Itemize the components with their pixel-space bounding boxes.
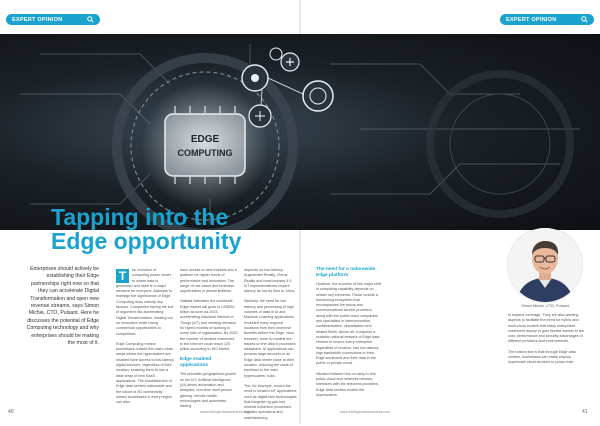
paragraph: Similarly, the need for low latency and processing of high volumes of data in AI and Machine Learning applications excluded many regional locations from their immense benefits before the Edge. Now, however, more AI models are trained on the data it processes elsewhere. AI applications can process large amounts in an Edge data centre close to their location, reducing the costs of backhaul to the main hyperscalers’ hubs. <box>244 299 296 378</box>
drop-cap: T <box>116 269 129 283</box>
subheading-line-1: The need for a nationwide <box>316 267 376 272</box>
edge-computing-illustration <box>0 34 600 230</box>
headline-line-1: Tapping into the <box>51 204 229 230</box>
article-column-1 <box>116 268 174 410</box>
paragraph: The, for example, covers the need to forward IoT applications such as digital twin technologies that integrate rig gas and mineral extraction processes, logistics operations and manufacturing <box>244 383 297 420</box>
footer-url-left: www.intelligentdatacentres.com <box>200 410 251 414</box>
article-column-5 <box>508 313 586 371</box>
hero-image <box>0 34 600 230</box>
photo-caption: Simon Michie, CTO, Pulsant <box>521 304 569 308</box>
paragraph: Statista estimates the worldwide Edge market will grow to US$250 billion as soon as 2024, accelerating Industrial Internet of Things (IoT) and meeting demand for hybrid models of working in every size of organisation. By 2030 the number of devices connected to the Internet could reach 125 billion according to IHS Markit. <box>180 299 238 352</box>
portrait-image <box>508 228 582 302</box>
paragraph: The bottom line is that through Edge data centres, businesses can easily employ hyperscale cloud services to power their <box>508 349 576 365</box>
paragraph: to expand coverage. They are also working aspects to facilitate the trend for hybrid and multi-cloud models that many enterprises customers deploy to gain flexible access to the cost, performance and security advantages of different providers and environments. <box>508 313 585 344</box>
paragraph: have access to new markets and a platform for higher levels of performance and innovation. The range of use cases and business opportunities is almost limitless. <box>180 268 237 294</box>
section-tag-label: EXPERT OPINION <box>12 16 63 23</box>
headline-line-2: Edge opportunity <box>51 228 242 254</box>
subheading: Edge enabled applications <box>180 357 212 369</box>
page-number-right: 41 <box>582 409 588 415</box>
paragraph: depends on low-latency. Augmented Reality, Virtual Reality and most industry 4.0 IoT implementations require latency as low as 5ms to 10ms. <box>244 268 296 294</box>
subheading-line-2: Edge platform <box>316 273 349 278</box>
subheading <box>316 267 382 279</box>
article-column-4 <box>316 265 382 403</box>
page-number-left: 40 <box>8 409 14 415</box>
footer-url-right: www.intelligentdatacentres.com <box>340 410 391 414</box>
section-tag-right <box>500 14 594 25</box>
article-column-3 <box>244 268 297 426</box>
paragraph <box>116 268 174 337</box>
search-icon <box>581 16 588 23</box>
article-headline <box>51 205 241 253</box>
chip-text-computing: COMPUTING <box>177 148 233 158</box>
paragraph: The dramatic geographical growth on the IoT, Artificial Intelligence (AI)-driven automation and analytics, real-time multi-person gaming, remote health technologies and automated trading <box>180 372 236 409</box>
section-tag-left <box>6 14 100 25</box>
paragraph: Situated between the on-ramp to the public cloud and networks network interfaces with the telecoms providers, Edge data centres enable the hyperscalers <box>316 371 379 397</box>
paragraph: Edge Computing means businesses outside the main urban areas where the hyperscalers are situated have access to low-latency digital services, regardless of their location, enabling them to use a wide array of new SaaS applications. The establishment of Edge data centres nationwide and the rollout of 5G connectivity means businesses in every region can also <box>116 341 175 405</box>
search-icon <box>87 16 94 23</box>
paragraph: However, the success of this major shift in computing capability depends on certain key elements. These include a functioning ecosystem that encompasses the telcos and communications service providers, along with the public cloud companies and specialists in interconnection, containerisation, virtualisation and related fields. Above all, it requires a scalable national network of Edge data centres to ensure every enterprise, regardless of location, has low latency, high bandwidth connections to their Edge workloads and their data in the public or private cloud. <box>316 282 381 366</box>
paragraph-text: he evolution of computing power closer to where data is generated and used is a major advance for everyone. Attempts to redesign the significance of Edge Computing does nobody any favours. Companies having the line of argument risk accelerating Digital Transformation, missing out on innovation while losing commercial opportunities to competitors. <box>116 268 174 336</box>
author-photo <box>508 228 582 302</box>
pull-quote: Enterprises should actively be establishing their Edge partnerships right now so that they can accelerate Digital Transformation and open new revenue streams, says Simon Michie, CTO, Pulsant. Here he discusses the potential of Edge Computing technology and why enterprises should be making the most of it. <box>26 266 99 347</box>
chip-text-edge: EDGE <box>190 134 220 145</box>
section-tag-label: EXPERT OPINION <box>506 16 557 23</box>
article-column-2 <box>180 268 238 415</box>
